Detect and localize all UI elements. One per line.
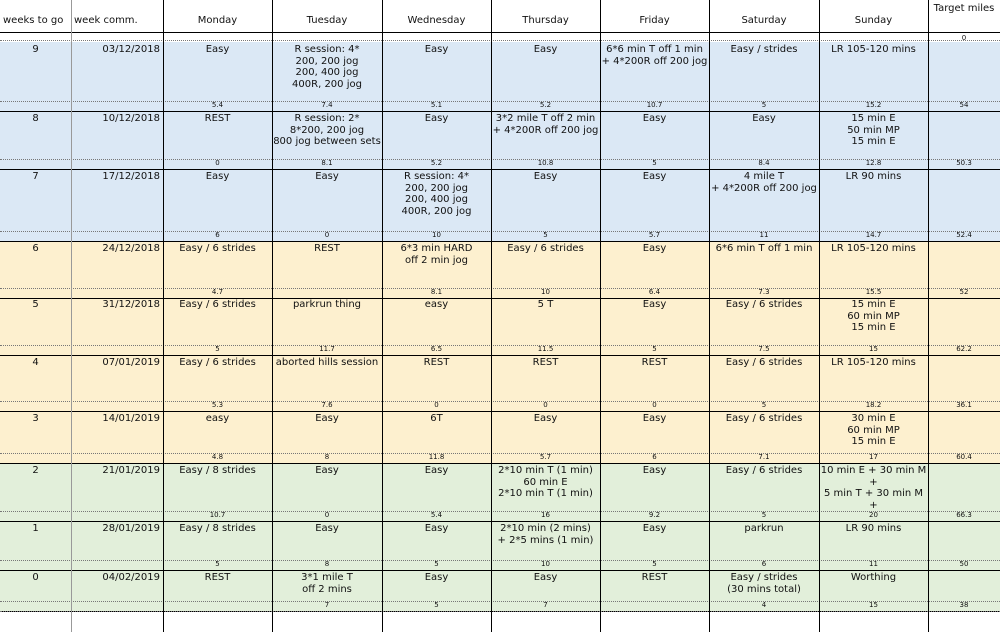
session-cell[interactable]: LR 105-120 mins xyxy=(831,44,916,55)
miles-cell[interactable]: 8 xyxy=(324,560,330,568)
miles-cell[interactable]: 15.2 xyxy=(865,101,882,109)
weeks-to-go-cell[interactable]: 7 xyxy=(32,171,39,182)
target-miles-cell[interactable]: 60.4 xyxy=(956,453,972,461)
miles-cell[interactable]: 6 xyxy=(215,231,220,239)
session-cell[interactable]: REST xyxy=(641,357,668,368)
miles-cell[interactable]: 5 xyxy=(761,401,767,409)
miles-cell[interactable]: 5.2 xyxy=(539,101,552,109)
session-cell[interactable]: REST xyxy=(532,357,559,368)
session-cell[interactable]: Easy xyxy=(533,171,558,182)
target-miles-cell[interactable]: 52 xyxy=(959,288,969,296)
session-cell[interactable]: 2*10 min (2 mins) + 2*5 mins (1 min) xyxy=(497,523,594,546)
miles-cell[interactable]: 6 xyxy=(652,453,657,461)
miles-cell[interactable] xyxy=(272,288,382,298)
miles-cell[interactable]: 8.1 xyxy=(430,288,443,296)
session-cell[interactable]: Easy xyxy=(315,171,339,182)
session-cell[interactable]: Easy / strides xyxy=(730,44,798,55)
weeks-to-go-cell[interactable]: 9 xyxy=(32,44,39,55)
session-cell[interactable]: parkrun xyxy=(744,523,784,534)
session-cell[interactable]: 4 mile T + 4*200R off 200 jog xyxy=(711,171,817,194)
grid-line xyxy=(0,241,1000,242)
session-cell[interactable]: LR 90 mins xyxy=(845,523,902,534)
session-cell[interactable]: Easy xyxy=(424,523,449,534)
grid-line xyxy=(0,111,1000,112)
session-cell[interactable]: 6*6 min T off 1 min + 4*200R off 200 jog xyxy=(601,44,708,67)
week-commencing-cell[interactable]: 17/12/2018 xyxy=(102,171,160,182)
miles-cell[interactable]: 5.4 xyxy=(211,101,224,109)
session-cell[interactable]: easy xyxy=(205,413,230,424)
session-cell[interactable]: 5 T xyxy=(537,299,554,310)
week-commencing-cell[interactable]: 21/01/2019 xyxy=(102,465,160,476)
miles-cell[interactable] xyxy=(163,601,272,611)
session-cell[interactable]: Easy / 6 strides xyxy=(725,299,803,310)
miles-cell[interactable]: 15 xyxy=(869,345,878,353)
target-miles-cell[interactable]: 50 xyxy=(959,560,969,568)
miles-cell[interactable]: 0 xyxy=(324,511,330,519)
session-cell[interactable]: Easy / 6 strides xyxy=(179,357,256,368)
session-cell[interactable]: REST xyxy=(641,572,668,583)
miles-cell[interactable]: 0 xyxy=(652,401,657,409)
miles-cell[interactable]: 5 xyxy=(761,511,767,519)
week-commencing-cell[interactable]: 03/12/2018 xyxy=(102,44,160,55)
weeks-to-go-cell[interactable]: 6 xyxy=(32,243,39,254)
week-commencing-cell[interactable]: 28/01/2019 xyxy=(102,523,160,534)
miles-cell[interactable]: 5 xyxy=(215,345,220,353)
grid-line xyxy=(0,463,1000,464)
miles-cell[interactable]: 11.7 xyxy=(319,345,335,353)
grid-line xyxy=(0,32,1000,33)
miles-cell[interactable]: 9.2 xyxy=(648,511,661,519)
session-cell[interactable]: parkrun thing xyxy=(292,299,362,310)
miles-cell[interactable]: 17 xyxy=(869,453,878,461)
session-cell[interactable]: R session: 4* 200, 200 jog 200, 400 jog 400R, 200 jog xyxy=(401,171,472,217)
miles-cell[interactable]: 7.5 xyxy=(758,345,770,353)
weeks-to-go-cell[interactable]: 8 xyxy=(32,113,39,124)
grid-line xyxy=(0,570,1000,571)
miles-cell[interactable]: 10.7 xyxy=(646,101,663,109)
target-miles-cell[interactable]: 66.3 xyxy=(956,511,972,519)
session-cell[interactable]: 3*1 mile T off 2 mins xyxy=(301,572,353,595)
session-cell[interactable]: Easy xyxy=(205,171,230,182)
target-miles-cell[interactable]: 62.2 xyxy=(956,345,972,353)
session-cell[interactable]: Easy xyxy=(642,523,667,534)
miles-cell[interactable]: 8 xyxy=(324,453,330,461)
miles-cell[interactable]: 5 xyxy=(434,560,439,568)
session-cell[interactable]: Easy xyxy=(424,113,449,124)
session-cell[interactable]: 6*6 min T off 1 min xyxy=(715,243,813,254)
session-cell[interactable]: 6*3 min HARD off 2 min jog xyxy=(400,243,473,266)
session-cell[interactable]: Easy xyxy=(424,572,449,583)
grid-line xyxy=(928,0,929,632)
session-cell[interactable]: Easy xyxy=(424,465,449,476)
weeks-to-go-cell[interactable]: 0 xyxy=(32,572,39,583)
miles-cell[interactable]: 8.4 xyxy=(758,159,770,167)
session-cell[interactable]: 30 min E 60 min MP 15 min E xyxy=(847,413,900,447)
miles-cell[interactable]: 0 xyxy=(543,401,548,409)
miles-cell[interactable]: 15.5 xyxy=(865,288,882,296)
session-cell[interactable]: 2*10 min T (1 min) 60 min E 2*10 min T (1 min) xyxy=(498,465,593,499)
miles-cell[interactable]: 5 xyxy=(652,345,657,353)
miles-cell[interactable]: 10.8 xyxy=(537,159,554,167)
miles-cell[interactable]: 5.2 xyxy=(430,159,443,167)
miles-cell[interactable]: 7.6 xyxy=(321,401,333,409)
miles-cell[interactable]: 6 xyxy=(761,560,767,568)
grid-line xyxy=(0,411,1000,412)
weeks-to-go-cell[interactable]: 4 xyxy=(32,357,39,368)
week-commencing-cell[interactable]: 14/01/2019 xyxy=(102,413,160,424)
session-cell[interactable]: Easy xyxy=(205,44,230,55)
miles-cell[interactable]: 5 xyxy=(543,231,548,239)
header-sunday[interactable]: Sunday xyxy=(854,15,893,26)
miles-cell[interactable]: 11 xyxy=(759,231,769,239)
miles-cell[interactable]: 5 xyxy=(652,560,657,568)
target-miles-cell[interactable]: 36.1 xyxy=(956,401,972,409)
session-cell[interactable]: Easy / 6 strides xyxy=(725,465,803,476)
session-cell[interactable]: REST xyxy=(204,113,231,124)
session-cell[interactable]: Easy xyxy=(642,413,667,424)
session-cell[interactable]: LR 105-120 mins xyxy=(831,357,916,368)
session-cell[interactable]: LR 105-120 mins xyxy=(831,243,916,254)
miles-cell[interactable]: 4 xyxy=(761,601,767,609)
header-friday[interactable]: Friday xyxy=(639,15,670,26)
header-week-comm[interactable]: week comm. xyxy=(74,15,138,26)
session-cell[interactable]: Easy / 6 strides xyxy=(725,357,803,368)
miles-cell[interactable]: 16 xyxy=(541,511,550,519)
header-weeks-to-go[interactable]: weeks to go xyxy=(3,15,64,26)
target-miles-cell[interactable]: 54 xyxy=(959,101,969,109)
miles-cell[interactable]: 12.8 xyxy=(865,159,882,167)
target-miles-cell[interactable]: 38 xyxy=(959,601,969,609)
miles-cell[interactable]: 5.7 xyxy=(648,231,661,239)
grid-line xyxy=(0,611,1000,612)
session-cell[interactable]: Easy / 8 strides xyxy=(179,523,256,534)
grid-line xyxy=(0,40,1000,41)
session-cell[interactable]: Easy / 6 strides xyxy=(179,243,256,254)
miles-cell[interactable]: 6.5 xyxy=(430,345,443,353)
miles-cell[interactable]: 0 xyxy=(215,159,220,167)
session-cell[interactable]: Worthing xyxy=(850,572,897,583)
session-cell[interactable]: R session: 2* 8*200, 200 jog 800 jog between sets xyxy=(273,113,381,147)
miles-cell[interactable]: 5 xyxy=(652,159,657,167)
miles-cell[interactable]: 0 xyxy=(324,231,330,239)
session-cell[interactable]: Easy xyxy=(642,243,667,254)
session-cell[interactable]: Easy xyxy=(533,572,558,583)
miles-cell[interactable]: 7.1 xyxy=(758,453,770,461)
miles-cell[interactable]: 6.4 xyxy=(648,288,661,296)
grid-line xyxy=(0,169,1000,170)
session-cell[interactable]: Easy xyxy=(752,113,776,124)
session-cell[interactable]: Easy xyxy=(315,465,339,476)
session-cell[interactable]: Easy xyxy=(642,465,667,476)
session-cell[interactable]: 3*2 mile T off 2 min + 4*200R off 200 jog xyxy=(492,113,599,136)
session-cell[interactable]: Easy xyxy=(424,44,449,55)
miles-cell[interactable]: 7 xyxy=(543,601,548,609)
header-thursday[interactable]: Thursday xyxy=(522,15,569,26)
weeks-to-go-cell[interactable]: 3 xyxy=(32,413,39,424)
session-cell[interactable]: REST xyxy=(423,357,450,368)
session-cell[interactable]: 6T xyxy=(430,413,443,424)
session-cell[interactable]: Easy xyxy=(315,523,339,534)
miles-cell[interactable]: 8.1 xyxy=(321,159,333,167)
target-initial[interactable]: 0 xyxy=(961,34,967,42)
week-commencing-cell[interactable]: 10/12/2018 xyxy=(102,113,160,124)
miles-cell[interactable]: 4.8 xyxy=(211,453,224,461)
session-cell[interactable]: 15 min E 60 min MP 15 min E xyxy=(847,299,900,333)
miles-cell[interactable]: 4.7 xyxy=(211,288,224,296)
week-commencing-cell[interactable]: 04/02/2019 xyxy=(102,572,160,583)
miles-cell[interactable]: 10.7 xyxy=(209,511,226,519)
miles-cell[interactable]: 11 xyxy=(869,560,878,568)
session-cell[interactable]: 10 min E + 30 min M + 5 min T + 30 min M + xyxy=(820,465,927,511)
miles-cell[interactable]: 5 xyxy=(434,601,439,609)
header-wednesday[interactable]: Wednesday xyxy=(407,15,466,26)
session-cell[interactable]: Easy xyxy=(315,413,339,424)
session-cell[interactable]: Easy xyxy=(533,44,558,55)
session-cell[interactable]: 15 min E 50 min MP 15 min E xyxy=(847,113,900,147)
session-cell[interactable]: Easy / 6 strides xyxy=(179,299,256,310)
miles-cell[interactable]: 10 xyxy=(432,231,441,239)
session-cell[interactable]: LR 90 mins xyxy=(845,171,902,182)
weeks-to-go-cell[interactable]: 5 xyxy=(32,299,39,310)
grid-line xyxy=(0,355,1000,356)
weeks-to-go-cell[interactable]: 1 xyxy=(32,523,39,534)
session-cell[interactable]: Easy / 6 strides xyxy=(725,413,803,424)
miles-cell[interactable]: 15 xyxy=(869,601,878,609)
session-cell[interactable]: Easy / 8 strides xyxy=(179,465,256,476)
session-cell[interactable]: Easy xyxy=(642,299,667,310)
miles-cell[interactable]: 20 xyxy=(869,511,878,519)
miles-cell[interactable]: 7.3 xyxy=(758,288,770,296)
session-cell[interactable]: REST xyxy=(314,243,340,254)
miles-cell[interactable]: 0 xyxy=(434,401,439,409)
session-cell[interactable]: Easy xyxy=(642,171,667,182)
miles-cell[interactable]: 18.2 xyxy=(865,401,882,409)
miles-cell[interactable]: 5 xyxy=(215,560,220,568)
session-cell[interactable]: Easy / strides (30 mins total) xyxy=(727,572,801,595)
grid-line xyxy=(0,521,1000,522)
week-commencing-cell[interactable]: 07/01/2019 xyxy=(102,357,160,368)
session-cell[interactable]: Easy xyxy=(642,113,667,124)
miles-cell[interactable]: 5 xyxy=(761,101,767,109)
miles-cell[interactable]: 5.7 xyxy=(539,453,552,461)
miles-cell[interactable]: 11.8 xyxy=(428,453,445,461)
miles-cell[interactable]: 5.1 xyxy=(430,101,443,109)
session-cell[interactable]: Easy / 6 strides xyxy=(507,243,584,254)
miles-cell[interactable]: 5.4 xyxy=(430,511,443,519)
session-cell[interactable]: R session: 4* 200, 200 jog 200, 400 jog 400R, 200 jog xyxy=(292,44,362,90)
miles-cell[interactable]: 11.5 xyxy=(537,345,554,353)
miles-cell[interactable]: 7.4 xyxy=(321,101,333,109)
session-cell[interactable]: aborted hills session xyxy=(275,357,379,368)
weeks-to-go-cell[interactable]: 2 xyxy=(32,465,39,476)
miles-cell[interactable]: 10 xyxy=(541,288,550,296)
session-cell[interactable]: easy xyxy=(424,299,449,310)
header-saturday[interactable]: Saturday xyxy=(741,15,787,26)
session-cell[interactable]: REST xyxy=(204,572,231,583)
target-miles-cell[interactable]: 52.4 xyxy=(956,231,972,239)
miles-cell[interactable]: 14.7 xyxy=(865,231,882,239)
miles-cell[interactable] xyxy=(600,601,709,611)
session-cell[interactable]: Easy xyxy=(533,413,558,424)
week-commencing-cell[interactable]: 24/12/2018 xyxy=(102,243,160,254)
target-miles-cell[interactable]: 50.3 xyxy=(956,159,972,167)
week-commencing-cell[interactable]: 31/12/2018 xyxy=(102,299,160,310)
miles-cell[interactable]: 5.3 xyxy=(211,401,224,409)
header-tuesday[interactable]: Tuesday xyxy=(306,15,348,26)
header-monday[interactable]: Monday xyxy=(197,15,238,26)
header-target-miles[interactable]: Target miles xyxy=(933,3,995,14)
miles-cell[interactable]: 10 xyxy=(541,560,550,568)
miles-cell[interactable]: 7 xyxy=(324,601,330,609)
